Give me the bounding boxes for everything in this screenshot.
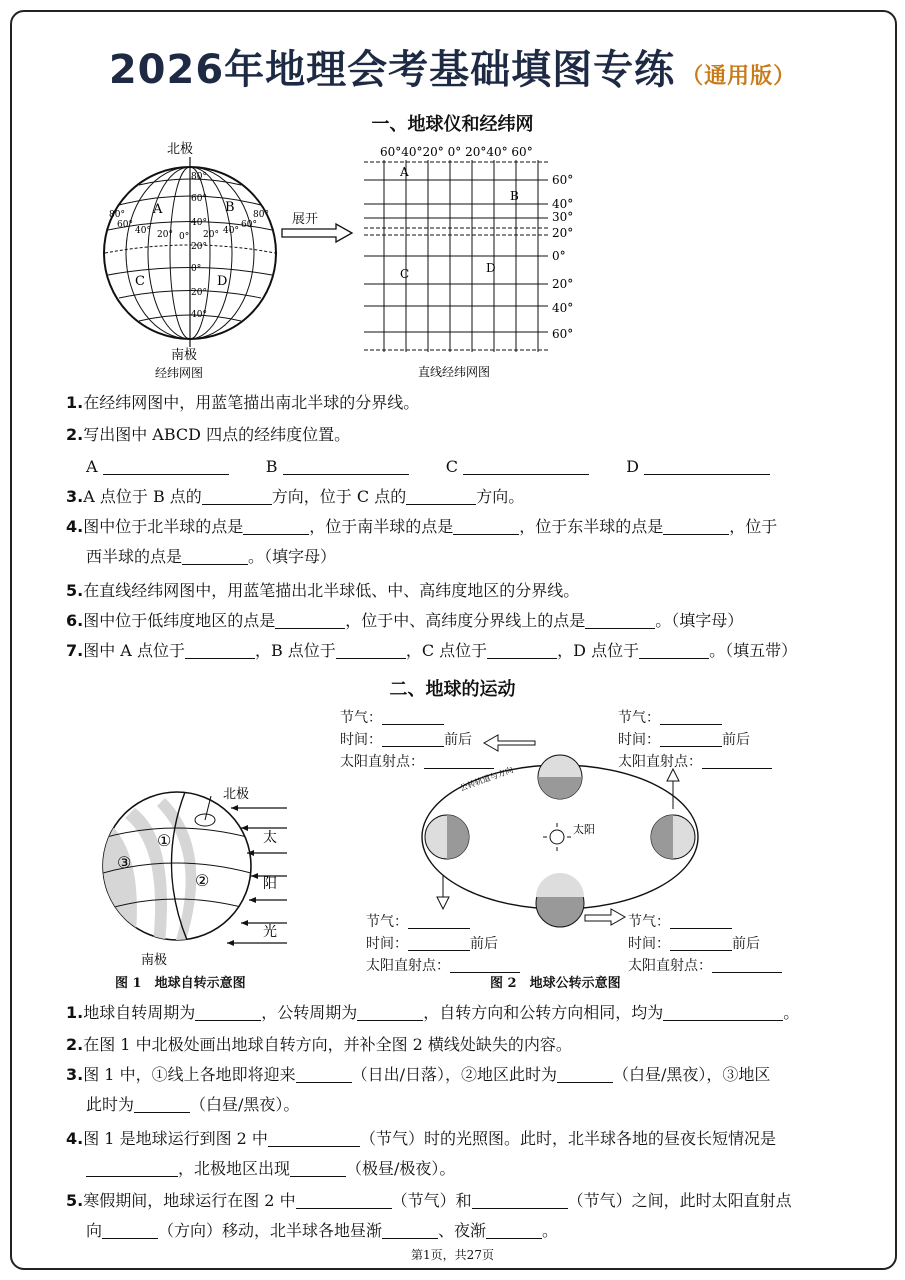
answer-blank[interactable]: [663, 1002, 783, 1021]
answer-blank[interactable]: [424, 750, 494, 769]
grid-point-a: A: [400, 165, 409, 179]
earth-top: [538, 755, 582, 799]
grid-point-d: D: [486, 261, 496, 275]
section1-heading: 一、地球仪和经纬网: [371, 114, 534, 135]
fig2-orbit-label: 公转轨道与方向: [458, 765, 515, 793]
s1-q7: 7.图中 A 点位于 ，B 点位于 ，C 点位于 ，D 点位于 。（填五带）: [66, 641, 798, 660]
fig1-south-label: 南极: [141, 953, 168, 968]
answer-blank[interactable]: [382, 706, 444, 725]
answer-blank[interactable]: [660, 706, 722, 725]
page-title: [0, 38, 905, 95]
section2-heading: 二、地球的运动: [389, 679, 516, 700]
answer-blank[interactable]: [644, 456, 770, 475]
globe-lat-label: 0°: [191, 264, 202, 274]
answer-blank[interactable]: [296, 1190, 392, 1209]
s1-q2-answers: A B C D: [86, 452, 865, 482]
grid-lat-label: 30°: [552, 210, 574, 224]
globe-point-d: D: [217, 274, 228, 289]
grid-lat-label: 20°: [552, 277, 574, 291]
edition-label: （通用版）: [681, 64, 797, 89]
s2-q4: 4.图 1 是地球运行到图 2 中 （节气）时的光照图。此时，北半球各地的昼夜长短情况是 ，北极地区出现 （极昼/极夜）。: [66, 1129, 776, 1178]
fig1-sun-char: 太: [263, 830, 277, 846]
s2-q3: 3.图 1 中，①线上各地即将迎来 （日出/日落），②地区此时为 （白昼/黑夜），③地区 此时为 （白昼/黑夜）。: [66, 1065, 771, 1114]
grid-caption: 直线经纬网图: [418, 365, 491, 379]
grid-lon-labels: 60°40°20° 0° 20°40° 60°: [380, 145, 533, 159]
answer-blank[interactable]: [463, 456, 589, 475]
fig2-fields-top-left: 节气： 时间： 前后 太阳直射点：: [340, 706, 494, 772]
answer-blank[interactable]: [182, 546, 248, 565]
answer-blank[interactable]: [268, 1128, 360, 1147]
answer-blank[interactable]: [660, 728, 722, 747]
globe-south-label: 南极: [171, 348, 198, 363]
earth-left: [425, 815, 469, 859]
fig1-north-label: 北极: [223, 787, 250, 802]
answer-blank[interactable]: [336, 640, 406, 659]
globe-caption: 经纬网图: [155, 366, 204, 380]
globe-point-b: B: [225, 200, 235, 215]
fig2-sun-label: 太阳: [573, 823, 595, 836]
answer-blank[interactable]: [670, 932, 732, 951]
answer-blank[interactable]: [275, 610, 345, 629]
answer-blank[interactable]: [472, 1190, 568, 1209]
s1-q1: 1.在经纬网图中，用蓝笔描出南北半球的分界线。: [66, 393, 420, 412]
answer-blank[interactable]: [450, 954, 520, 973]
s1-q3: 3.A 点位于 B 点的 方向，位于 C 点的 方向。: [66, 487, 525, 506]
answer-blank[interactable]: [408, 910, 470, 929]
answer-blank[interactable]: [382, 1220, 438, 1239]
globe-point-a: A: [153, 202, 163, 217]
answer-blank[interactable]: [408, 932, 470, 951]
answer-blank[interactable]: [283, 456, 409, 475]
globe-lon-label: 80°: [109, 210, 125, 220]
s2-q2: 2.在图 1 中北极处画出地球自转方向，并补全图 2 横线处缺失的内容。: [66, 1035, 572, 1054]
answer-blank[interactable]: [487, 640, 557, 659]
grid-lat-label: 40°: [552, 197, 574, 211]
answer-blank[interactable]: [195, 1002, 261, 1021]
answer-blank[interactable]: [86, 1158, 178, 1177]
fig2-fields-bottom-left: 节气： 时间： 前后 太阳直射点：: [366, 910, 520, 976]
answer-blank[interactable]: [290, 1158, 346, 1177]
answer-blank[interactable]: [702, 750, 772, 769]
globe-point-c: C: [135, 274, 145, 289]
page-footer: 第1页，共27页: [411, 1248, 494, 1262]
fig1-marker-1: ①: [157, 831, 172, 850]
fig1-sun-char: 光: [263, 924, 277, 940]
earth-right: [651, 815, 695, 859]
globe-lon-label: 0°: [179, 232, 190, 242]
globe-lat-label: 60°: [191, 194, 207, 204]
answer-blank[interactable]: [453, 516, 519, 535]
answer-blank[interactable]: [357, 1002, 423, 1021]
globe-lon-label: 20°: [157, 230, 173, 240]
title-text: 2026年地理会考基础填图专练: [108, 47, 676, 93]
globe-lon-label: 40°: [223, 226, 239, 236]
globe-lon-label: 40°: [135, 226, 151, 236]
globe-lat-label: 20°: [191, 242, 207, 252]
globe-lat-label: 40°: [191, 310, 207, 320]
globe-figure: [95, 135, 285, 380]
grid-lat-label: 60°: [552, 327, 574, 341]
globe-lon-label: 60°: [241, 220, 257, 230]
grid-lat-label: 60°: [552, 173, 574, 187]
fig2-fields-top-right: 节气： 时间： 前后 太阳直射点：: [618, 706, 772, 772]
fig1-rotation: [95, 778, 295, 993]
answer-blank[interactable]: [585, 610, 655, 629]
answer-blank[interactable]: [243, 516, 309, 535]
globe-lat-label: 20°: [191, 288, 207, 298]
grid-lat-label: 20°: [552, 226, 574, 240]
globe-lat-label: 80°: [191, 172, 207, 182]
fig1-sun-char: 阳: [263, 876, 277, 892]
fig2-fields-bottom-right: 节气： 时间： 前后 太阳直射点：: [628, 910, 782, 976]
answer-blank[interactable]: [406, 486, 476, 505]
fig1-marker-2: ②: [195, 871, 210, 890]
s2-q1: 1.地球自转周期为 ，公转周期为 ，自转方向和公转方向相同，均为 。: [66, 1003, 800, 1022]
answer-blank[interactable]: [134, 1094, 190, 1113]
answer-blank[interactable]: [103, 456, 229, 475]
grid-point-c: C: [400, 267, 410, 281]
grid-lat-label: 0°: [552, 249, 566, 263]
globe-lon-label: 20°: [203, 230, 219, 240]
answer-blank[interactable]: [639, 640, 709, 659]
earth-bottom: [536, 873, 584, 927]
fig1-marker-3: ③: [117, 853, 132, 872]
grid-point-b: B: [510, 189, 519, 203]
answer-blank[interactable]: [663, 516, 729, 535]
answer-blank[interactable]: [296, 1064, 352, 1083]
answer-blank[interactable]: [185, 640, 255, 659]
answer-blank[interactable]: [102, 1220, 158, 1239]
s1-q4: 4.图中位于北半球的点是 ，位于南半球的点是 ，位于东半球的点是 ，位于 西半球的点是 。（填字母）: [66, 517, 778, 566]
expand-label: 展开: [292, 212, 319, 227]
grid-lat-label: 40°: [552, 301, 574, 315]
fig1-caption: 图 1 地球自转示意图: [115, 976, 246, 991]
s1-q2: 2.写出图中 ABCD 四点的经纬度位置。: [66, 425, 351, 444]
s1-q5: 5.在直线经纬网图中，用蓝笔描出北半球低、中、高纬度地区的分界线。: [66, 581, 580, 600]
fig2-caption: 图 2 地球公转示意图: [490, 976, 621, 991]
expand-arrow-icon: [280, 222, 355, 244]
answer-blank[interactable]: [670, 910, 732, 929]
grid-figure: [360, 140, 590, 385]
answer-blank[interactable]: [557, 1064, 613, 1083]
answer-blank[interactable]: [712, 954, 782, 973]
answer-blank[interactable]: [486, 1220, 542, 1239]
s2-q5: 5.寒假期间，地球运行在图 2 中 （节气）和 （节气）之间，此时太阳直射点 向 （方向）移动，北半球各地昼渐 、夜渐 。: [66, 1191, 792, 1240]
s1-q6: 6.图中位于低纬度地区的点是 ，位于中、高纬度分界线上的点是 。（填字母）: [66, 611, 744, 630]
globe-north-label: 北极: [167, 142, 194, 157]
answer-blank[interactable]: [382, 728, 444, 747]
globe-lat-label: 40°: [191, 218, 207, 228]
globe-lon-label: 60°: [117, 220, 133, 230]
globe-lon-label: 80°: [253, 210, 269, 220]
answer-blank[interactable]: [202, 486, 272, 505]
